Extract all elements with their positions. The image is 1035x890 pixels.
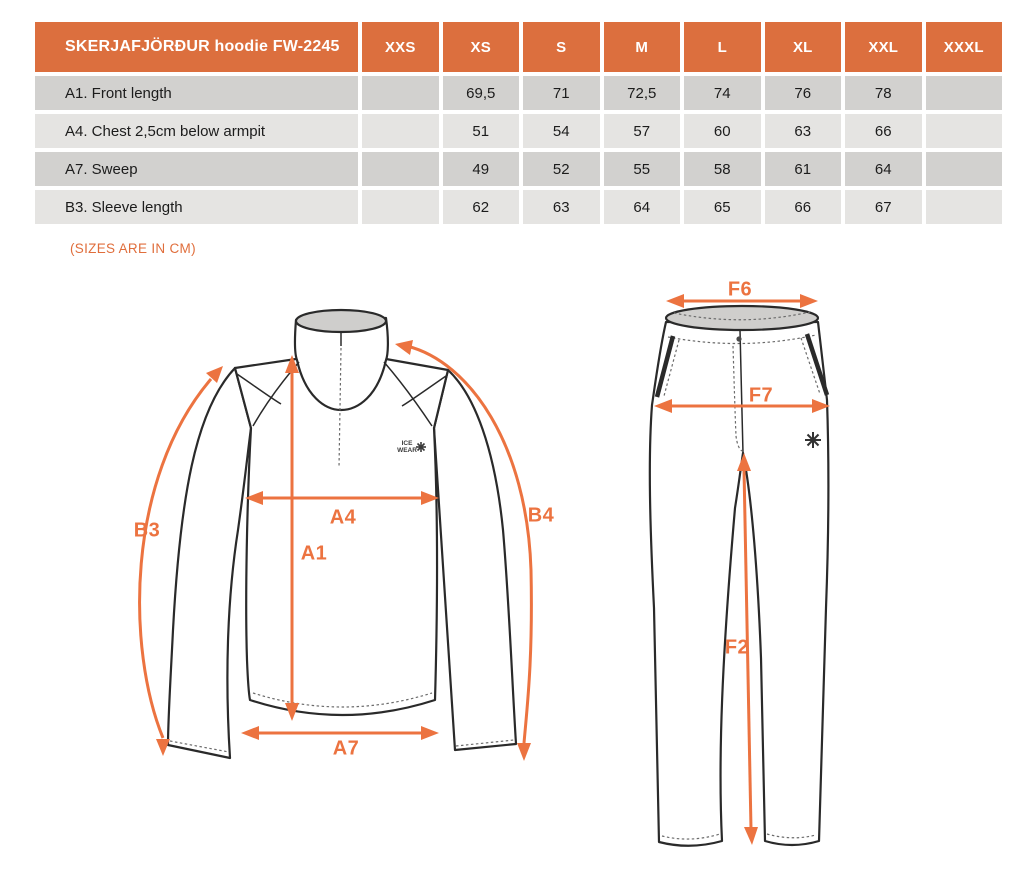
cell: 78 [845, 76, 922, 110]
row-label-front-length: A1. Front length [35, 76, 358, 110]
cell: 63 [765, 114, 842, 148]
cell: 66 [845, 114, 922, 148]
cell [362, 114, 439, 148]
cell [362, 76, 439, 110]
pants-diagram [640, 278, 865, 868]
row-label-sleeve-length: B3. Sleeve length [35, 190, 358, 224]
units-note: (SIZES ARE IN CM) [70, 241, 196, 256]
cell: 57 [604, 114, 681, 148]
cell: 51 [443, 114, 520, 148]
cell: 49 [443, 152, 520, 186]
label-b3: B3 [133, 519, 161, 542]
cell [926, 76, 1003, 110]
cell [362, 152, 439, 186]
label-f6: F6 [727, 278, 753, 301]
snowflake-icon [416, 442, 426, 452]
svg-text:ICE: ICE [401, 440, 413, 447]
label-a1: A1 [300, 542, 328, 565]
label-a4: A4 [329, 506, 357, 529]
collar-opening [296, 310, 386, 332]
col-header-xxs: XXS [362, 22, 439, 72]
cell: 58 [684, 152, 761, 186]
cell: 76 [765, 76, 842, 110]
label-b4: B4 [527, 504, 555, 527]
waist-button [736, 336, 741, 341]
col-header-xl: XL [765, 22, 842, 72]
cell: 52 [523, 152, 600, 186]
table-title: SKERJAFJÖRÐUR hoodie FW-2245 [35, 22, 358, 72]
col-header-xs: XS [443, 22, 520, 72]
cell: 63 [523, 190, 600, 224]
col-header-s: S [523, 22, 600, 72]
cell: 55 [604, 152, 681, 186]
cell: 72,5 [604, 76, 681, 110]
cell [362, 190, 439, 224]
col-header-l: L [684, 22, 761, 72]
svg-text:WEAR: WEAR [397, 447, 417, 454]
cell: 69,5 [443, 76, 520, 110]
cell [926, 152, 1003, 186]
cell: 64 [604, 190, 681, 224]
pants-outline [650, 306, 829, 846]
cell: 62 [443, 190, 520, 224]
cell: 64 [845, 152, 922, 186]
col-header-xxl: XXL [845, 22, 922, 72]
col-header-m: M [604, 22, 681, 72]
cell [926, 190, 1003, 224]
hoodie-diagram [75, 300, 605, 800]
cell: 61 [765, 152, 842, 186]
row-label-chest: A4. Chest 2,5cm below armpit [35, 114, 358, 148]
size-table [35, 22, 1002, 224]
cell: 60 [684, 114, 761, 148]
cell: 71 [523, 76, 600, 110]
col-header-xxxl: XXXL [926, 22, 1003, 72]
hoodie-outline [168, 310, 516, 758]
label-a7: A7 [332, 737, 360, 760]
row-label-sweep: A7. Sweep [35, 152, 358, 186]
icewear-logo [397, 440, 426, 454]
cell [926, 114, 1003, 148]
cell: 65 [684, 190, 761, 224]
label-f2: F2 [724, 636, 750, 659]
cell: 67 [845, 190, 922, 224]
cell: 54 [523, 114, 600, 148]
waist-opening [666, 306, 818, 330]
cell: 74 [684, 76, 761, 110]
label-f7: F7 [748, 384, 774, 407]
cell: 66 [765, 190, 842, 224]
